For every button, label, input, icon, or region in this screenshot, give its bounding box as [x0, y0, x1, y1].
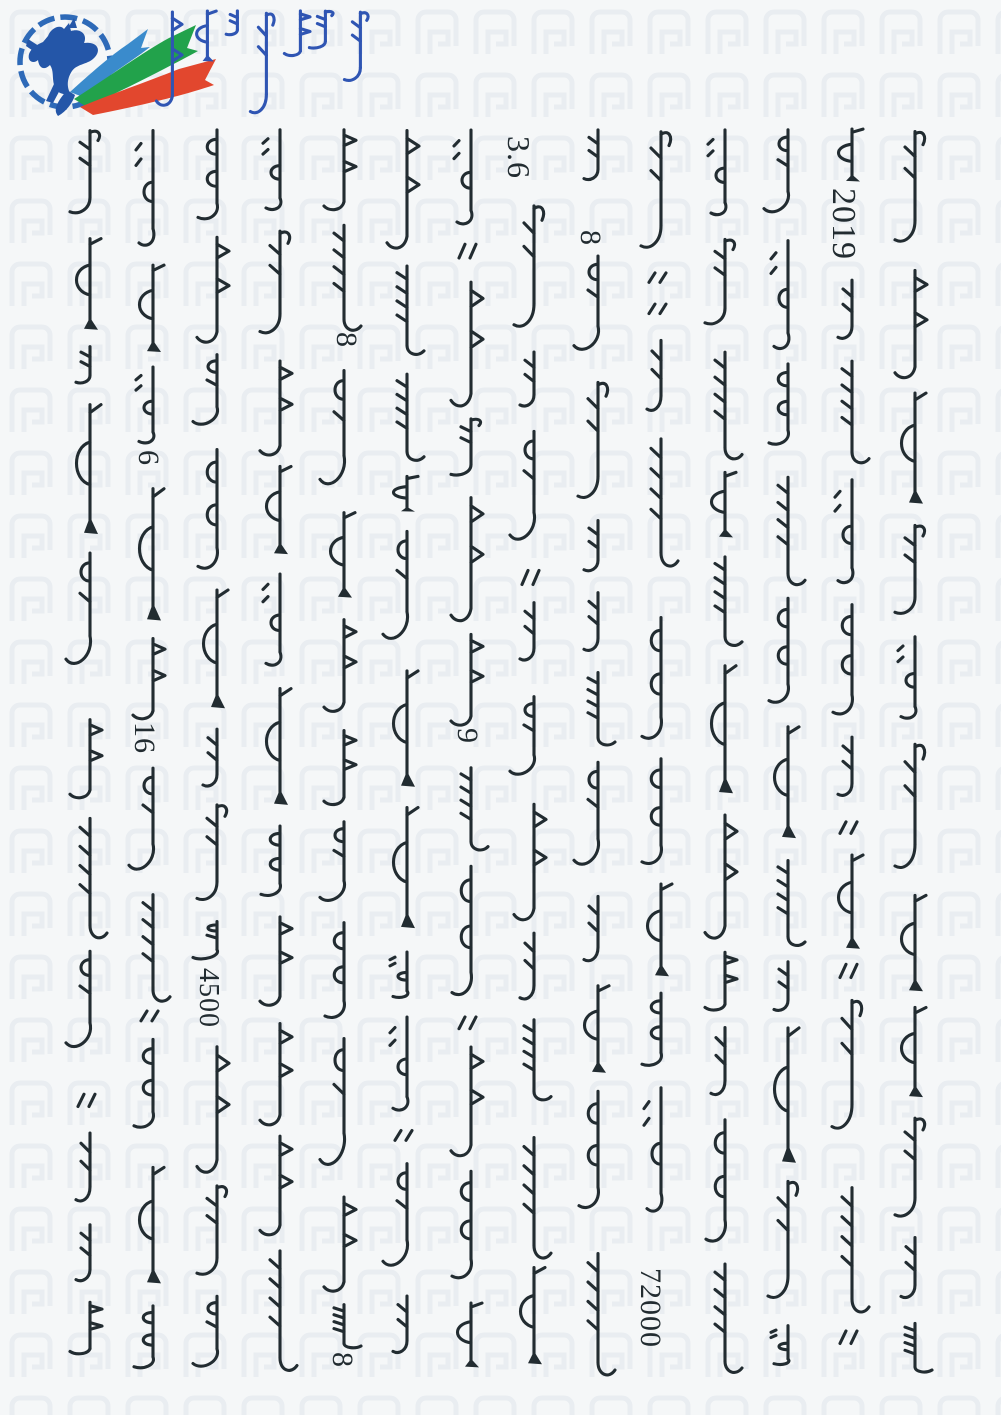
script-word [325, 923, 344, 1018]
script-word [839, 129, 864, 181]
script-word [390, 1017, 408, 1110]
text-column [66, 131, 107, 1354]
script-word [193, 1296, 218, 1366]
script-word [840, 1331, 857, 1344]
script-word [197, 237, 229, 342]
text-column [764, 130, 805, 1365]
script-word [344, 12, 368, 80]
script-word [898, 637, 916, 718]
script-word [451, 634, 483, 725]
script-word [839, 855, 864, 949]
script-word [524, 1138, 551, 1258]
embedded-number: 8 [326, 1352, 359, 1368]
script-word [771, 1326, 789, 1365]
script-word [452, 1171, 471, 1278]
script-word [641, 132, 671, 247]
script-word [769, 364, 788, 444]
script-word [397, 374, 424, 460]
script-word [76, 1133, 90, 1201]
script-word [136, 131, 154, 246]
script-word [651, 439, 678, 566]
script-word [267, 466, 292, 554]
script-word [334, 1305, 361, 1348]
script-word [832, 1000, 862, 1128]
script-word [711, 1028, 725, 1095]
text-column [895, 132, 932, 1372]
script-word [514, 804, 546, 919]
script-word [649, 304, 666, 313]
script-word [136, 367, 154, 443]
script-word [520, 352, 534, 406]
script-word [70, 1302, 102, 1353]
script-word [66, 951, 91, 1046]
script-word [838, 280, 852, 338]
script-word [585, 986, 610, 1073]
script-word [80, 818, 107, 937]
script-word [459, 1017, 476, 1029]
script-word [584, 896, 598, 960]
script-word [647, 340, 661, 410]
script-word [261, 826, 280, 895]
script-word [260, 1136, 292, 1235]
script-word [579, 1091, 598, 1207]
script-word [715, 1264, 742, 1372]
script-word [715, 557, 742, 646]
script-word [520, 603, 534, 660]
text-column [451, 130, 488, 1367]
script-word [642, 618, 661, 739]
script-word [895, 525, 925, 613]
script-word [451, 1047, 483, 1156]
script-word [143, 895, 170, 1001]
script-word [708, 130, 726, 215]
script-word [642, 993, 661, 1065]
script-word [320, 371, 345, 484]
script-word [522, 570, 539, 584]
script-word [574, 256, 599, 349]
script-word [775, 727, 800, 838]
script-word [134, 1306, 153, 1368]
script-word [510, 697, 535, 774]
text-column [574, 130, 615, 1375]
script-word [584, 521, 598, 571]
script-word [197, 11, 217, 61]
script-word [270, 1251, 297, 1370]
script-word [76, 1225, 90, 1281]
script-word [129, 768, 154, 869]
script-word [387, 131, 419, 249]
embedded-number: 4500 [193, 968, 224, 1028]
script-word [905, 1323, 932, 1372]
script-word [840, 822, 857, 834]
script-word [390, 952, 408, 997]
script-word [451, 498, 483, 621]
script-word [394, 476, 419, 511]
script-word [715, 352, 742, 459]
script-word [895, 744, 925, 867]
script-word [267, 689, 292, 805]
script-word [842, 361, 869, 463]
script-word [774, 962, 788, 1011]
script-word [835, 480, 853, 583]
script-word [397, 266, 424, 354]
script-word [140, 489, 165, 621]
script-word [451, 282, 483, 406]
script-word [334, 225, 361, 330]
script-word [644, 1088, 662, 1211]
script-word [331, 513, 356, 598]
script-word [197, 805, 227, 900]
script-word [705, 952, 737, 1010]
script-word [452, 866, 471, 994]
embedded-number: 8 [574, 230, 607, 246]
script-word [705, 239, 735, 323]
embedded-number: 6 [132, 450, 165, 466]
script-word [383, 1164, 408, 1266]
script-word [77, 239, 102, 330]
script-word [838, 737, 852, 795]
script-word [458, 1303, 483, 1367]
script-word [66, 553, 91, 663]
script-word [712, 666, 737, 794]
script-word [574, 762, 599, 864]
script-word [840, 964, 857, 977]
script-word [768, 1181, 798, 1297]
script-word [140, 265, 165, 352]
script-word [284, 11, 310, 56]
script-word [648, 884, 673, 976]
script-word [394, 671, 419, 787]
embedded-number: 72000 [634, 1268, 667, 1348]
script-word [712, 472, 737, 537]
script-word [584, 130, 598, 180]
script-word [459, 244, 476, 258]
script-word [649, 273, 666, 282]
text-column [320, 130, 361, 1348]
script-word [775, 1028, 800, 1163]
script-word [263, 130, 281, 210]
script-word [902, 895, 927, 991]
script-word [584, 593, 598, 651]
script-word [895, 270, 927, 377]
script-word [833, 605, 852, 714]
script-word [260, 231, 290, 333]
text-column [383, 131, 424, 1353]
script-word [198, 130, 217, 219]
script-word [771, 241, 789, 349]
script-word [260, 917, 292, 1005]
script-word [320, 1039, 345, 1165]
script-word [324, 731, 356, 805]
script-word [140, 1167, 165, 1283]
script-word [895, 1118, 925, 1216]
script-word [383, 531, 408, 638]
script-word [451, 419, 481, 475]
text-column [193, 130, 229, 1366]
script-word [250, 13, 274, 112]
script-word [588, 673, 615, 745]
script-word [778, 477, 805, 584]
script-word [197, 1047, 229, 1172]
masthead-title-script [0, 0, 420, 130]
text-column [641, 132, 678, 1211]
embedded-number: 2019 [825, 188, 862, 260]
script-word [70, 131, 100, 213]
script-word [461, 768, 488, 850]
script-word [578, 382, 608, 497]
script-word [193, 922, 218, 959]
script-word [141, 1011, 158, 1021]
script-word [454, 130, 472, 224]
embedded-number: 16 [128, 722, 161, 754]
script-word [204, 590, 229, 708]
script-word [642, 759, 661, 864]
text-column [832, 129, 869, 1343]
script-word [77, 405, 102, 534]
embedded-number: 9 [451, 728, 484, 744]
script-word [394, 808, 419, 929]
text-column [260, 130, 297, 1371]
script-word [514, 206, 544, 326]
script-word [705, 815, 737, 938]
script-word [895, 132, 925, 242]
script-word [133, 639, 165, 719]
text-column [705, 130, 742, 1372]
script-word [393, 1296, 407, 1352]
script-word [521, 1268, 546, 1365]
script-word [778, 861, 805, 946]
script-word [510, 431, 535, 539]
script-word [324, 1197, 356, 1291]
script-word [520, 933, 534, 999]
text-column [510, 206, 551, 1364]
script-word [193, 355, 218, 425]
script-word [842, 1188, 869, 1312]
script-word [78, 1094, 95, 1106]
embedded-number: 8 [330, 332, 363, 348]
script-word [706, 1120, 725, 1241]
script-word [588, 1254, 615, 1375]
script-word [197, 1186, 227, 1274]
script-word [76, 347, 90, 383]
script-word [769, 598, 788, 702]
script-word [901, 1238, 915, 1298]
script-word [156, 12, 182, 105]
script-word [902, 1007, 927, 1097]
script-word [902, 393, 927, 503]
script-word [134, 1039, 153, 1127]
script-word [70, 720, 102, 798]
script-word [260, 1024, 292, 1125]
script-word [524, 1020, 551, 1100]
script-word [198, 450, 217, 569]
script-word [260, 361, 292, 455]
script-word [324, 620, 356, 712]
script-word [263, 574, 281, 665]
script-word [324, 130, 356, 210]
script-word [764, 130, 789, 212]
embedded-number: 3.6 [501, 136, 537, 179]
script-word [226, 11, 237, 35]
script-word [309, 11, 333, 48]
script-word [395, 1131, 412, 1141]
script-word [203, 729, 217, 786]
script-word [320, 822, 345, 901]
